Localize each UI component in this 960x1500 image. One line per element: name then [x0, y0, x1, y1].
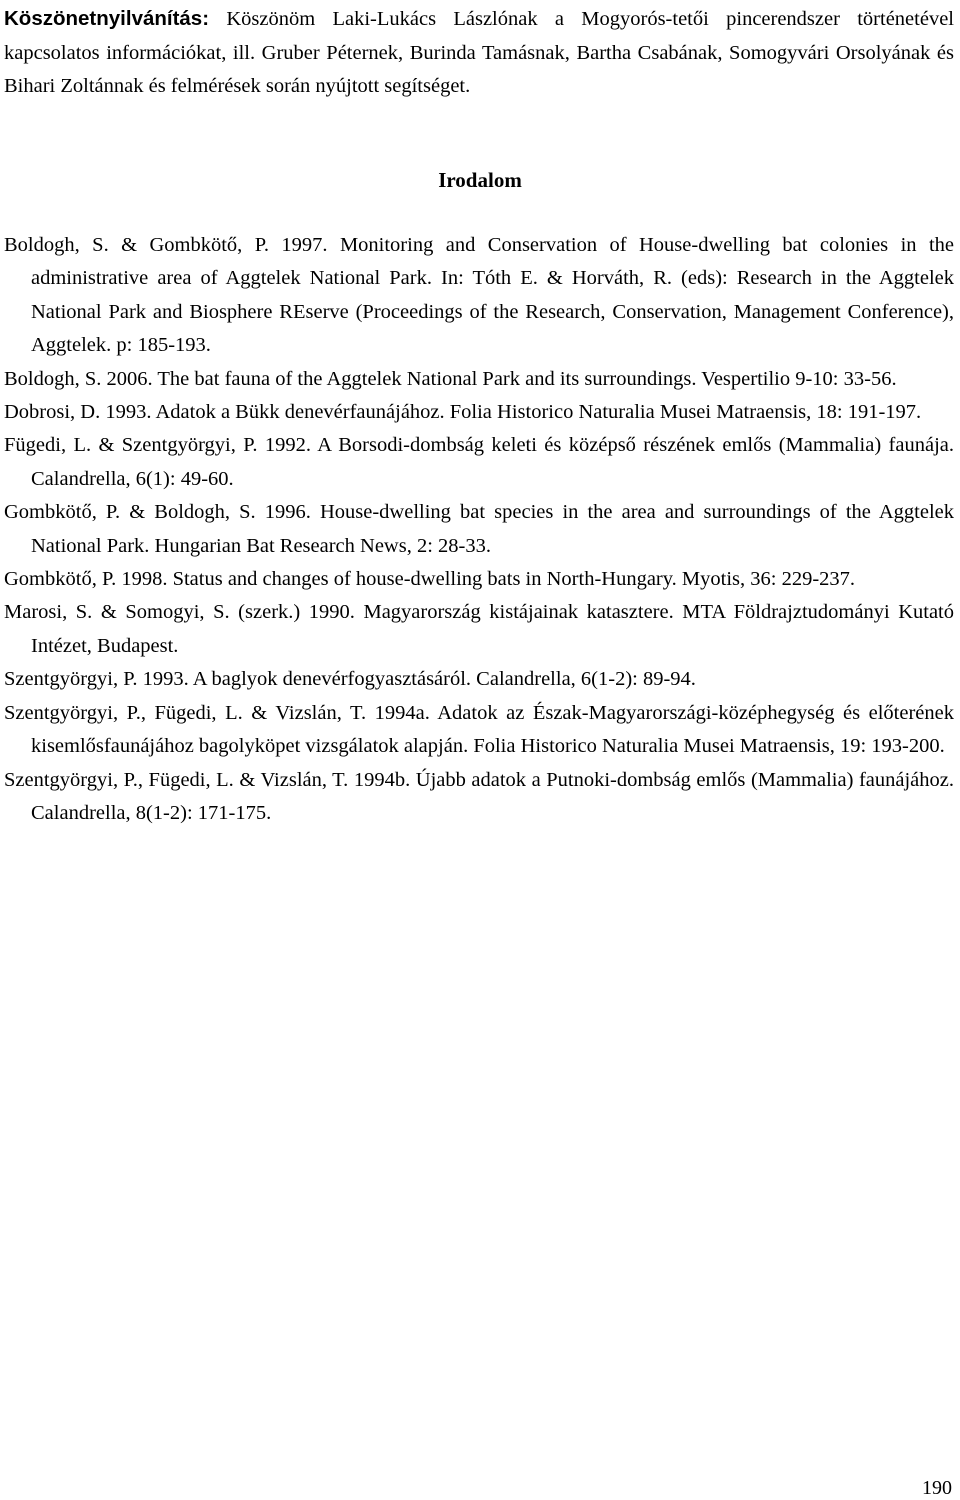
- page-number: 190: [922, 1477, 952, 1499]
- reference-list: [4, 229, 954, 830]
- reference-item: Szentgyörgyi, P. 1993. A baglyok denevérfogyasztásáról. Calandrella, 6(1-2): 89-94.: [4, 668, 696, 691]
- reference-item: Dobrosi, D. 1993. Adatok a Bükk denevérfaunájához. Folia Historico Naturalia Musei Matraensis, 18: 191-197.: [4, 401, 922, 424]
- acknowledgement-paragraph: [4, 2, 954, 104]
- reference-item: Boldogh, S. 2006. The bat fauna of the Aggtelek National Park and its surroundings. Vespertilio 9-10: 33-56.: [4, 367, 897, 390]
- reference-item: Szentgyörgyi, P., Fügedi, L. & Vizslán, T. 1994a. Adatok az Észak-Magyarországi-középhegység és előterének kisemlősfaunájához bagolyköpet vizsgálatok alapján. Folia Historico Naturalia Musei Matraensis, 19: 193-200.: [4, 701, 954, 758]
- reference-item: Gombkötő, P. 1998. Status and changes of house-dwelling bats in North-Hungary. Myotis, 36: 229-237.: [4, 568, 856, 591]
- reference-item: Szentgyörgyi, P., Fügedi, L. & Vizslán, T. 1994b. Újabb adatok a Putnoki-dombság emlős (Mammalia) faunájához. Calandrella, 8(1-2): 171-175.: [4, 768, 954, 824]
- reference-item: Fügedi, L. & Szentgyörgyi, P. 1992. A Borsodi-dombság keleti és középső részének emlős (Mammalia) faunája. Calandrella, 6(1): 49-60.: [4, 434, 954, 490]
- reference-item: Gombkötő, P. & Boldogh, S. 1996. House-dwelling bat species in the area and surroundings of the Aggtelek National Park. Hungarian Bat Research News, 2: 28-33.: [4, 501, 954, 557]
- acknowledgement-lead: Köszönetnyilvánítás:: [4, 7, 210, 30]
- reference-item: Boldogh, S. & Gombkötő, P. 1997. Monitoring and Conservation of House-dwelling bat colonies in the administrative area of Aggtelek National Park. In: Tóth E. & Horváth, R. (eds): Research in the Aggtelek National Park and Biosphere REserve (Proceedings of the Research, Conservation, Management Conference), Aggtelek. p: 185-193.: [4, 234, 954, 357]
- acknowledgement-text: Köszönöm Laki-Lukács Lászlónak a Mogyorós-tetői pincerendszer történetével kapcsolatos információkat, ill. Gruber Péternek, Burinda Tamásnak, Bartha Csabának, Somogyvári Orsolyának és Bihari Zoltánnak és felmérések során nyújtott segítséget.: [4, 8, 954, 97]
- section-heading: Irodalom: [438, 168, 522, 192]
- reference-item: Marosi, S. & Somogyi, S. (szerk.) 1990. Magyarország kistájainak katasztere. MTA Földrajztudományi Kutató Intézet, Budapest.: [4, 601, 954, 657]
